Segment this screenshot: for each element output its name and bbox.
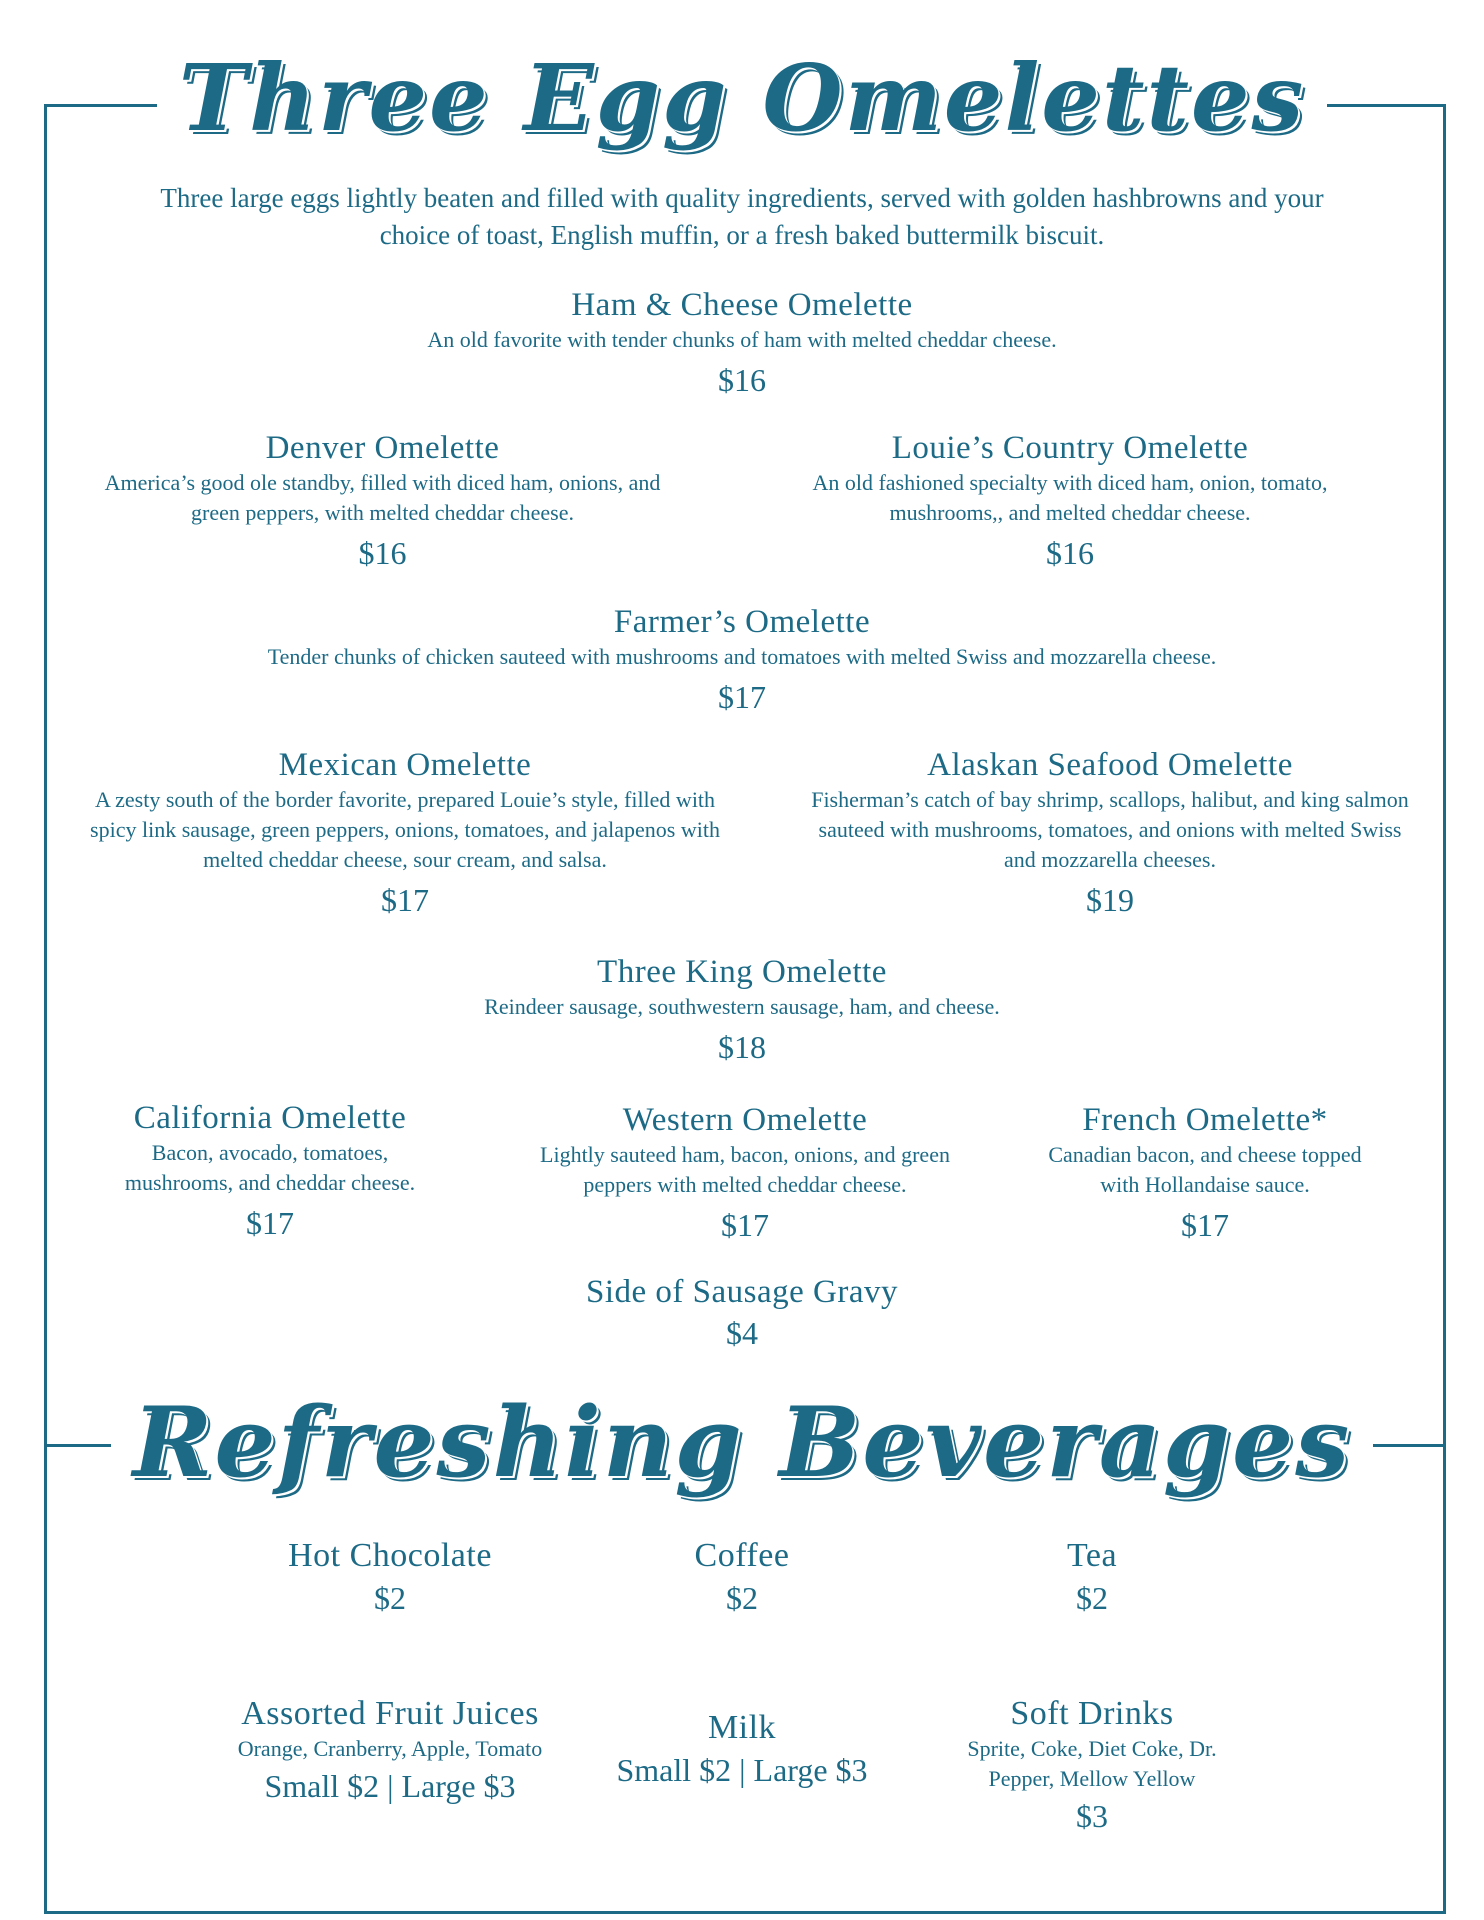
item-price: $19 [1086, 882, 1134, 918]
item-name: French Omelette* [1082, 1102, 1328, 1138]
item-price: $4 [726, 1315, 758, 1351]
beverage-name: Coffee [694, 1537, 790, 1574]
menu-item-three-king [390, 952, 1094, 1068]
item-description: America’s good ole standby, filled with diced ham, onions, and green peppers, with melted cheddar cheese. [104, 470, 661, 525]
item-price: $16 [718, 362, 766, 398]
item-description: Bacon, avocado, tomatoes, mushrooms, and cheddar cheese. [124, 1140, 416, 1195]
beverage-price: Small $2 | Large $3 [264, 1768, 516, 1804]
omelettes-intro: Three large eggs lightly beaten and filled with quality ingredients, served with golden hashbrowns and your choice of toast, English muffin, or a fresh baked buttermilk biscuit. [160, 183, 1324, 250]
item-name: Denver Omelette [265, 430, 500, 466]
beverages-border [44, 1444, 1446, 1914]
item-name: Farmer’s Omelette [613, 604, 871, 640]
beverage-name: Milk [707, 1709, 777, 1746]
item-description: Canadian bacon, and cheese topped with Hollandaise sauce. [1048, 1142, 1362, 1197]
beverage-price: $2 [1076, 1580, 1108, 1616]
omelettes-heading [0, 38, 1484, 158]
item-description: Lightly sauteed ham, bacon, onions, and green peppers with melted cheddar cheese. [540, 1142, 950, 1197]
beverage-name: Soft Drinks [1010, 1695, 1174, 1732]
beverage-soft-drinks [940, 1694, 1244, 1836]
item-name: Western Omelette [622, 1102, 868, 1138]
beverage-milk [580, 1708, 904, 1790]
item-price: $16 [358, 535, 407, 571]
item-price: $17 [721, 1207, 769, 1243]
item-description: An old favorite with tender chunks of ham with melted cheddar cheese. [427, 327, 1057, 352]
menu-item-louies-country [780, 428, 1360, 574]
beverages-heading [0, 1378, 1484, 1508]
item-name: California Omelette [133, 1100, 407, 1136]
menu-item-mexican [80, 745, 730, 921]
item-description: An old fashioned specialty with diced ham, onion, tomato, mushrooms,, and melted cheddar cheese. [812, 470, 1328, 525]
item-description: Tender chunks of chicken sauteed with mushrooms and tomatoes with melted Swiss and mozzarella cheese. [267, 644, 1217, 669]
item-name: Mexican Omelette [278, 747, 532, 783]
beverage-fruit-juices [190, 1694, 590, 1806]
item-description: A zesty south of the border favorite, prepared Louie’s style, filled with spicy link sausage, green peppers, onions, tomatoes, and jalapenos with melted cheddar cheese, sour cream, and salsa. [90, 787, 720, 872]
item-price: $17 [381, 882, 429, 918]
menu-item-denver [100, 428, 665, 574]
item-name: Ham & Cheese Omelette [571, 287, 913, 323]
beverage-tea [940, 1536, 1244, 1618]
item-price: $18 [718, 1029, 766, 1065]
beverage-name: Hot Chocolate [288, 1537, 492, 1574]
item-price: $17 [718, 679, 766, 715]
beverages-heading-text: Refreshing Beverages [111, 1386, 1374, 1499]
item-price: $16 [1046, 535, 1094, 571]
menu-item-ham-cheese [340, 285, 1144, 401]
beverage-name: Assorted Fruit Juices [241, 1695, 539, 1732]
beverage-description: Orange, Cranberry, Apple, Tomato [237, 1736, 543, 1761]
omelettes-heading-text: Three Egg Omelettes [157, 44, 1328, 152]
item-description: Reindeer sausage, southwestern sausage, ham, and cheese. [484, 994, 1000, 1019]
beverage-description: Sprite, Coke, Diet Coke, Dr. Pepper, Mellow Yellow [967, 1736, 1217, 1791]
beverage-price: Small $2 | Large $3 [616, 1752, 868, 1788]
item-name: Three King Omelette [597, 954, 887, 990]
item-name: Side of Sausage Gravy [585, 1274, 898, 1310]
item-price: $17 [1181, 1207, 1229, 1243]
menu-item-western [530, 1100, 960, 1246]
menu-item-farmers [190, 602, 1294, 718]
menu-item-alaskan-seafood [800, 745, 1420, 921]
menu-item-sausage-gravy [440, 1272, 1044, 1354]
beverage-name: Tea [1066, 1537, 1118, 1574]
item-name: Alaskan Seafood Omelette [927, 747, 1293, 783]
beverage-price: $2 [726, 1580, 758, 1616]
beverage-coffee [590, 1536, 894, 1618]
item-description: Fisherman’s catch of bay shrimp, scallops, halibut, and king salmon sauteed with mushrooms, tomatoes, and onions with melted Swiss and mozzarella cheeses. [811, 787, 1409, 872]
beverage-hot-chocolate [190, 1536, 590, 1618]
item-price: $17 [246, 1205, 294, 1241]
beverage-price: $2 [374, 1580, 406, 1616]
menu-item-california [100, 1098, 440, 1244]
menu-item-french [1040, 1100, 1370, 1246]
beverage-price: $3 [1076, 1798, 1108, 1834]
item-name: Louie’s Country Omelette [891, 430, 1249, 466]
